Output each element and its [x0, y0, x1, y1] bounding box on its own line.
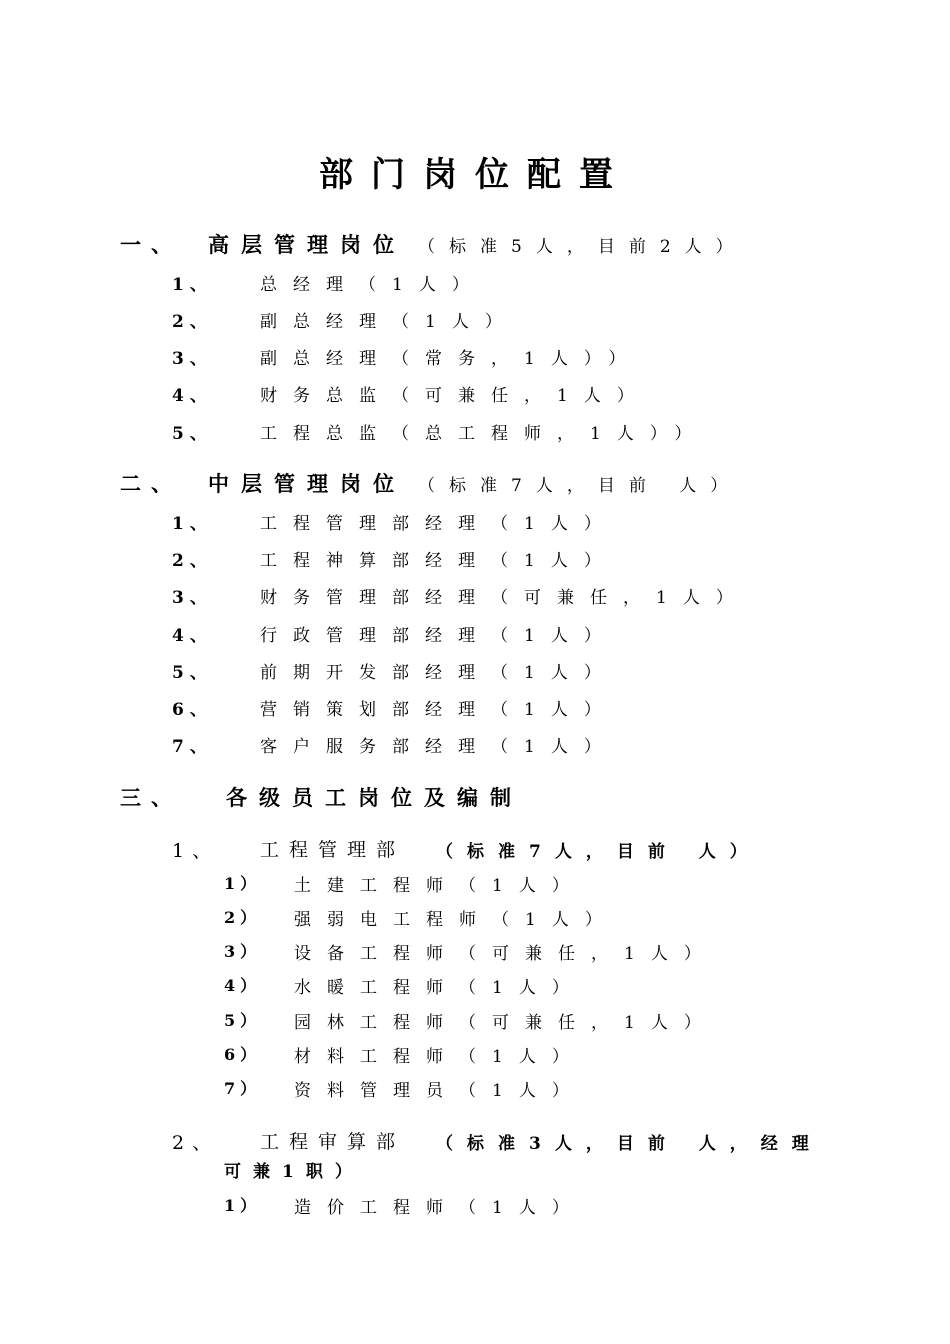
list-item: 土建工程师（1人） [294, 876, 585, 896]
section-number: 二、 [120, 471, 182, 496]
list-item-number: 4、 [172, 386, 213, 406]
list-item: 造价工程师（1人） [294, 1198, 585, 1218]
section-number: 三、 [120, 785, 182, 810]
list-item-number: 6） [224, 1045, 262, 1064]
section-note: （标准7人，目前 人） [418, 476, 742, 496]
page-title: 部门岗位配置 [319, 155, 631, 195]
section-number: 一、 [120, 232, 182, 257]
list-item-number: 7） [224, 1079, 262, 1098]
department-title: 工程管理部 [260, 839, 406, 861]
list-item-number: 4、 [172, 626, 213, 646]
department-note-continued: 可兼1职） [224, 1162, 364, 1182]
list-item-number: 1、 [172, 514, 213, 534]
list-item-number: 1、 [172, 275, 213, 295]
list-item: 工程总监（总工程师，1人）） [260, 424, 708, 444]
list-item-number: 1） [224, 1196, 262, 1215]
department-number: 1、 [172, 840, 220, 862]
list-item-number: 5、 [172, 663, 213, 683]
section-title: 各级员工岗位及编制 [226, 785, 523, 810]
list-item: 总经理（1人） [260, 275, 485, 295]
list-item: 客户服务部经理（1人） [260, 737, 617, 757]
list-item-number: 5） [224, 1011, 262, 1030]
list-item-number: 3、 [172, 349, 213, 369]
list-item-number: 1） [224, 874, 262, 893]
list-item: 前期开发部经理（1人） [260, 663, 617, 683]
department-note: （标准3人，目前 人，经理 [436, 1134, 823, 1154]
list-item: 强弱电工程师（1人） [294, 910, 618, 930]
department-note: （标准7人，目前 人） [436, 842, 761, 862]
list-item: 设备工程师（可兼任，1人） [294, 944, 717, 964]
list-item-number: 2、 [172, 551, 213, 571]
list-item: 园林工程师（可兼任，1人） [294, 1013, 717, 1033]
list-item: 副总经理（常务，1人）） [260, 349, 642, 369]
list-item: 水暖工程师（1人） [294, 978, 585, 998]
list-item-number: 3） [224, 942, 262, 961]
department-title: 工程审算部 [260, 1131, 406, 1153]
list-item-number: 6、 [172, 700, 213, 720]
list-item-number: 3、 [172, 588, 213, 608]
list-item-number: 4） [224, 976, 262, 995]
section-note: （标准5人，目前2人） [418, 237, 747, 257]
list-item-number: 5、 [172, 424, 213, 444]
section-title: 中层管理岗位 [208, 471, 406, 496]
list-item: 副总经理（1人） [260, 312, 518, 332]
list-item: 工程管理部经理（1人） [260, 514, 617, 534]
list-item-number: 7、 [172, 737, 213, 757]
list-item: 资料管理员（1人） [294, 1081, 585, 1101]
list-item: 工程神算部经理（1人） [260, 551, 617, 571]
list-item: 材料工程师（1人） [294, 1047, 585, 1067]
list-item: 财务总监（可兼任，1人） [260, 386, 650, 406]
list-item: 行政管理部经理（1人） [260, 626, 617, 646]
department-number: 2、 [172, 1132, 220, 1154]
list-item: 财务管理部经理（可兼任，1人） [260, 588, 749, 608]
list-item: 营销策划部经理（1人） [260, 700, 617, 720]
list-item-number: 2） [224, 908, 262, 927]
list-item-number: 2、 [172, 312, 213, 332]
section-title: 高层管理岗位 [208, 232, 406, 257]
